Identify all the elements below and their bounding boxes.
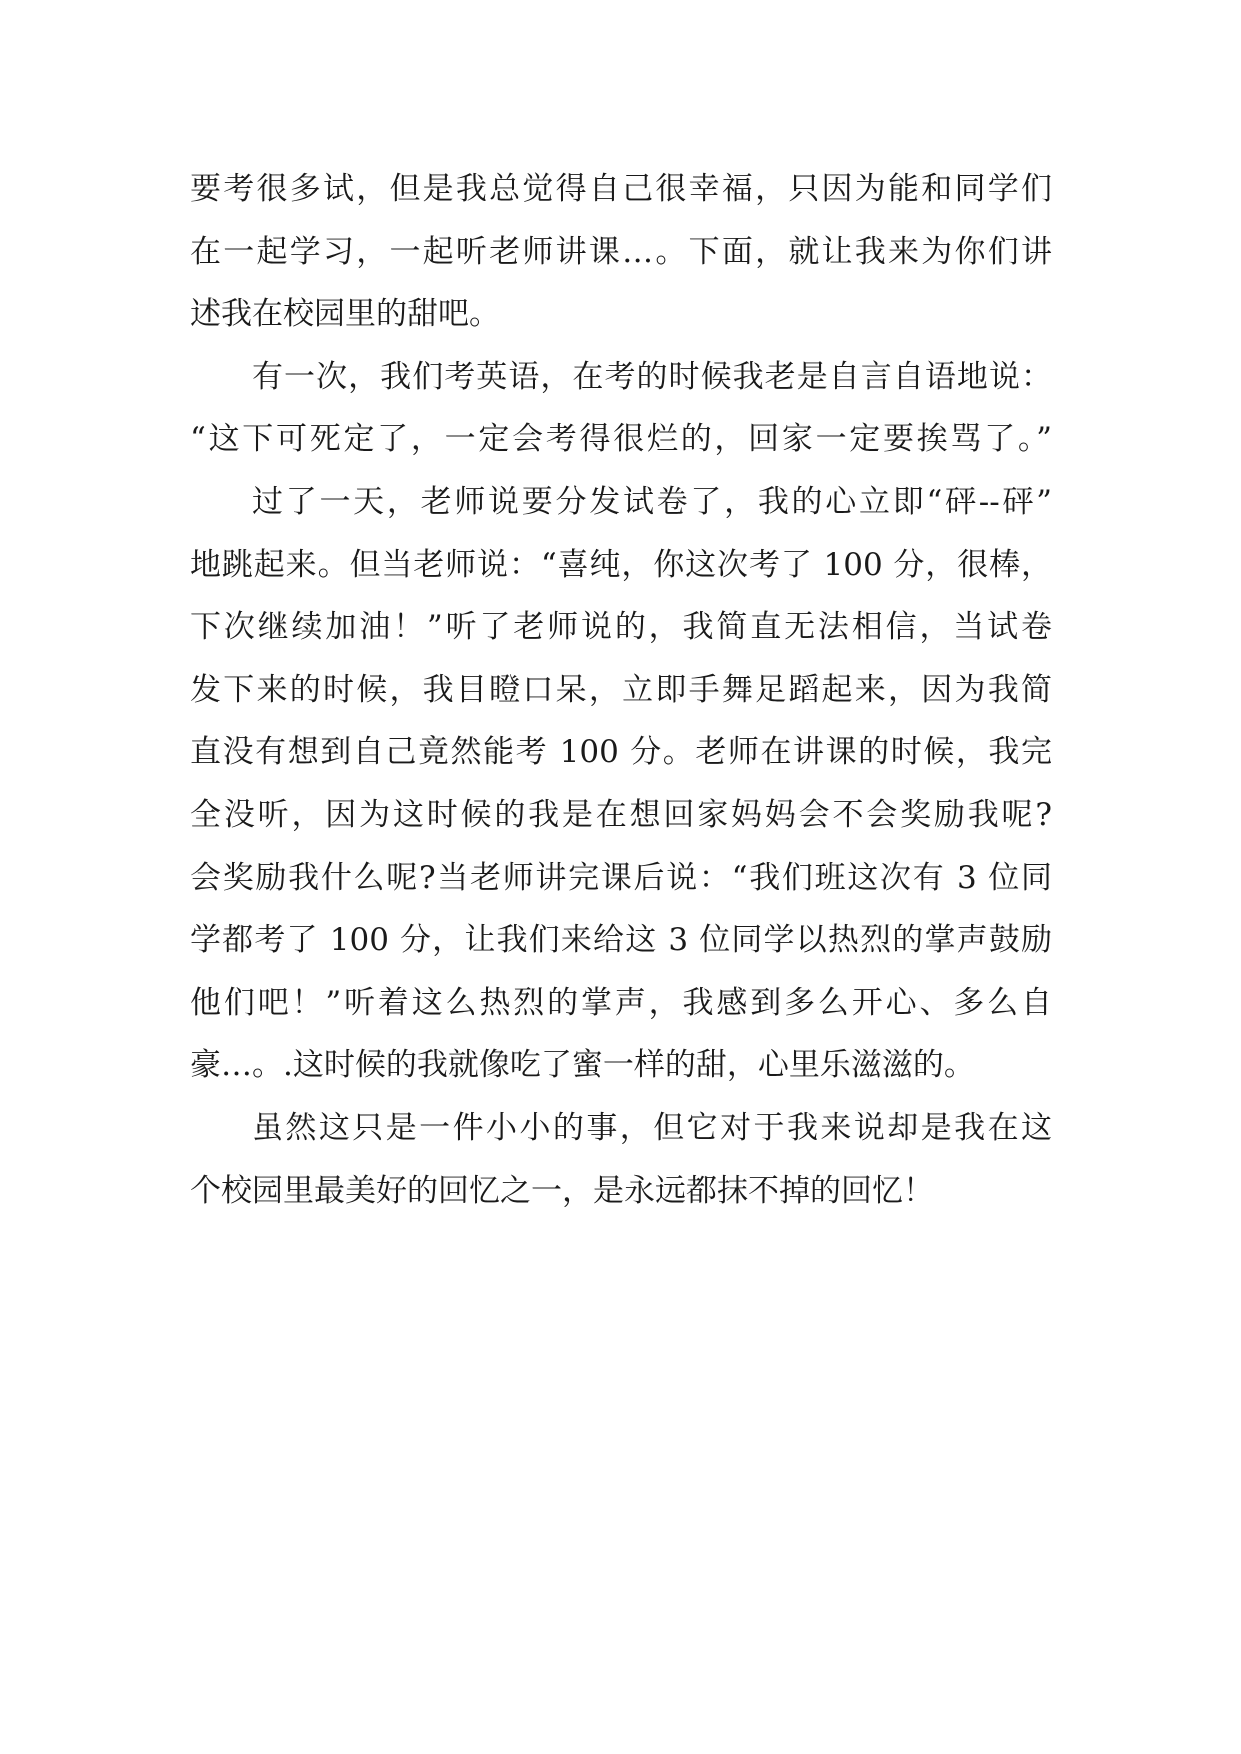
text-line: 学都考了 100 分，让我们来给这 3 位同学以热烈的掌声鼓励 (190, 922, 1052, 959)
essay-body (190, 158, 1052, 1222)
text-line: 直没有想到自己竟然能考 100 分。老师在讲课的时候，我完 (190, 734, 1052, 771)
text-line: 述我在校园里的甜吧。 (190, 296, 500, 333)
text-line: 个校园里最美好的回忆之一，是永远都抹不掉的回忆！ (190, 1172, 934, 1209)
text-line: 要考很多试，但是我总觉得自己很幸福，只因为能和同学们 (190, 171, 1052, 207)
text-line: 地跳起来。但当老师说：“喜纯，你这次考了 100 分，很棒， (190, 546, 1052, 583)
text-line: 他们吧！”听着这么热烈的掌声，我感到多么开心、多么自 (190, 984, 1052, 1021)
text-line: 发下来的时候，我目瞪口呆，立即手舞足蹈起来，因为我简 (190, 671, 1052, 708)
paragraph-start-line: 有一次，我们考英语，在考的时候我老是自言自语地说： (252, 358, 1052, 395)
text-line: 会奖励我什么呢?当老师讲完课后说：“我们班这次有 3 位同 (190, 859, 1052, 896)
text-line: 全没听，因为这时候的我是在想回家妈妈会不会奖励我呢? (190, 796, 1052, 833)
paragraph-start-line: 过了一天，老师说要分发试卷了，我的心立即“砰--砰” (252, 483, 1052, 520)
text-line: 豪…。.这时候的我就像吃了蜜一样的甜，心里乐滋滋的。 (190, 1047, 975, 1084)
text-line: 在一起学习，一起听老师讲课…。下面，就让我来为你们讲 (190, 233, 1052, 270)
text-line: 下次继续加油！”听了老师说的，我简直无法相信，当试卷 (190, 609, 1052, 646)
text-line: “这下可死定了，一定会考得很烂的，回家一定要挨骂了。” (190, 421, 1052, 458)
paragraph-start-line: 虽然这只是一件小小的事，但它对于我来说却是我在这 (252, 1109, 1052, 1146)
